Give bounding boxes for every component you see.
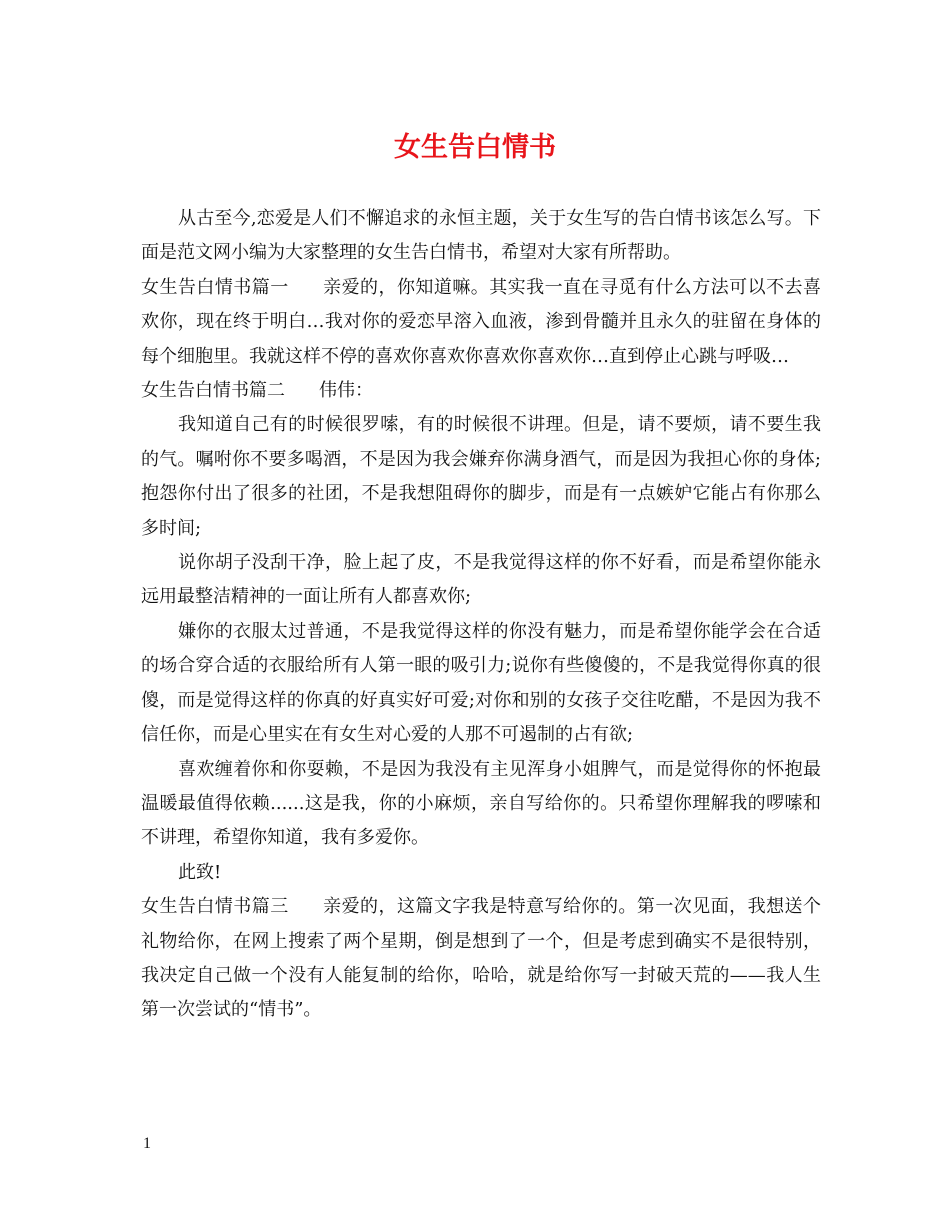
- intro-paragraph: 从古至今,恋爱是人们不懈追求的永恒主题，关于女生写的告白情书该怎么写。下面是范文网小编为大家整理的女生告白情书，希望对大家有所帮助。: [141, 208, 821, 264]
- letter-two-paragraph: 嫌你的衣服太过普通，不是我觉得这样的你没有魅力，而是希望你能学会在合适的场合穿合适的衣服给所有人第一眼的吸引力;说你有些傻傻的，不是我觉得你真的很傻，而是觉得这样的你真的好真实好可爱;对你和别的女孩子交往吃醋，不是因为我不信任你，而是心里实在有女生对心爱的人那不可遏制的占有欲;: [141, 620, 821, 746]
- letter-one-text: 亲爱的，你知道嘛。其实我一直在寻觅有什么方法可以不去喜欢你，现在终于明白…我对你的爱恋早溶入血液，渗到骨髓并且永久的驻留在身体的每个细胞里。我就这样不停的喜欢你喜欢你喜欢你喜欢你…直到停止心跳与呼吸…: [141, 276, 821, 367]
- letter-one-heading: 女生告白情书篇一: [141, 276, 289, 298]
- letter-one: [141, 271, 821, 374]
- letter-three-heading: 女生告白情书篇三: [141, 896, 289, 918]
- letter-three-text: 亲爱的，这篇文字我是特意写给你的。第一次见面，我想送个礼物给你，在网上搜索了两个星期，倒是想到了一个，但是考虑到确实不是很特别，我决定自己做一个没有人能复制的给你，哈哈，就是给你写一封破天荒的——我人生第一次尝试的“情书”。: [141, 896, 821, 1021]
- letter-two-paragraph: 喜欢缠着你和你耍赖，不是因为我没有主见浑身小姐脾气，而是觉得你的怀抱最温暖最值得依赖......这是我，你的小麻烦，亲自写给你的。只希望你理解我的啰嗦和不讲理，希望你知道，我有多爱你。: [141, 758, 821, 849]
- document-body: [141, 202, 821, 1028]
- letter-three: [141, 890, 821, 1028]
- document-title: 女生告白情书: [394, 132, 556, 163]
- letter-two-salutation: 伟伟：: [319, 380, 373, 402]
- letter-two-heading: 女生告白情书篇二: [141, 380, 285, 402]
- letter-two-header: [141, 374, 821, 408]
- letter-two-paragraph: 我知道自己有的时候很罗嗦，有的时候很不讲理。但是，请不要烦，请不要生我的气。嘱咐你不要多喝酒，不是因为我会嫌弃你满身酒气，而是因为我担心你的身体;抱怨你付出了很多的社团，不是我想阻碍你的脚步，而是有一点嫉妒它能占有你那么多时间;: [141, 414, 821, 539]
- letter-two-paragraph: 说你胡子没刮干净，脸上起了皮，不是我觉得这样的你不好看，而是希望你能永远用最整洁精神的一面让所有人都喜欢你;: [141, 552, 821, 608]
- letter-two-closing: 此致!: [178, 861, 222, 883]
- page-number: 1: [143, 1135, 151, 1152]
